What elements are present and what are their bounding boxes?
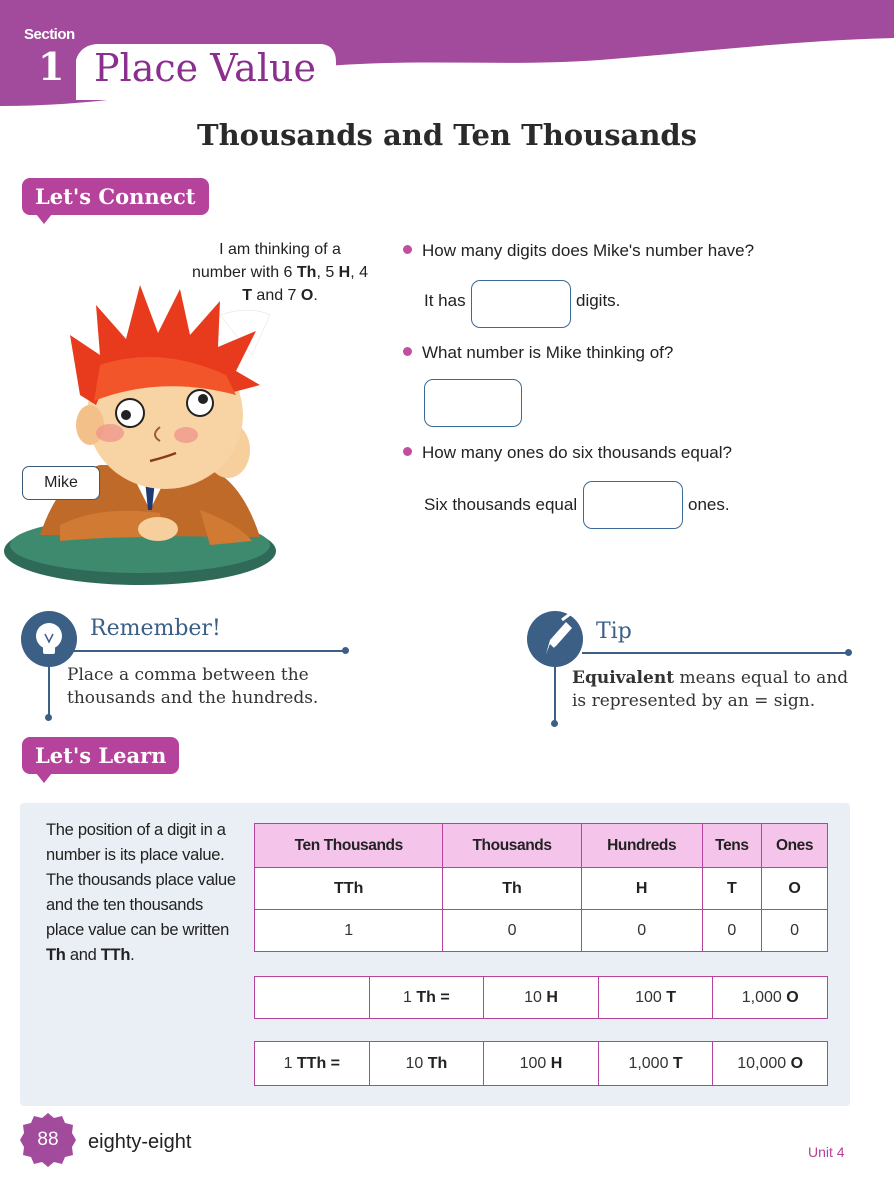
remember-rule bbox=[58, 650, 346, 652]
question-2: What number is Mike thinking of? bbox=[403, 343, 673, 363]
abbr-o: O bbox=[762, 868, 828, 910]
abbr-tth: TTh bbox=[255, 868, 443, 910]
table-row bbox=[255, 1042, 828, 1086]
eq-cell: 1,000 O bbox=[713, 977, 828, 1019]
answer-box-number[interactable] bbox=[424, 379, 522, 427]
question-3: How many ones do six thousands equal? bbox=[403, 443, 732, 463]
mike-illustration bbox=[0, 275, 300, 595]
abbr-h: H bbox=[581, 868, 702, 910]
lets-learn-tag: Let's Learn bbox=[22, 737, 179, 774]
lets-connect-tag: Let's Connect bbox=[22, 178, 209, 215]
answer-3-after: ones. bbox=[688, 495, 730, 514]
learn-explanation: The position of a digit in a number is its place value. The thousands place value and the ten thousands place value can be written Th and TTh. bbox=[46, 821, 236, 964]
tip-vrule bbox=[554, 664, 556, 722]
tip-title: Tip bbox=[596, 619, 632, 644]
header-tens: Tens bbox=[702, 824, 761, 868]
digit-cell: 1 bbox=[255, 910, 443, 952]
pencil-icon bbox=[526, 610, 584, 668]
speech-bubble: I am thinking of a number with 6 Th, 5 H, 4 T and 7 O. bbox=[191, 241, 369, 304]
answer-1-before: It has bbox=[424, 291, 466, 310]
eq-cell: 1 Th = bbox=[369, 977, 484, 1019]
section-number: 1 bbox=[38, 44, 65, 89]
table-abbreviation-row bbox=[255, 868, 828, 910]
digit-cell: 0 bbox=[762, 910, 828, 952]
eq-cell: 100 T bbox=[598, 977, 713, 1019]
eq-cell: 1 TTh = bbox=[255, 1042, 370, 1086]
eq-cell: 10,000 O bbox=[713, 1042, 828, 1086]
header-thousands: Thousands bbox=[443, 824, 581, 868]
answer-3-before: Six thousands equal bbox=[424, 495, 578, 514]
page-title: Thousands and Ten Thousands bbox=[196, 118, 698, 152]
bullet-dot bbox=[403, 245, 412, 254]
remember-vrule-end bbox=[45, 714, 52, 721]
eq-cell bbox=[255, 977, 370, 1019]
section-title: Place Value bbox=[94, 46, 316, 90]
bullet-dot bbox=[403, 447, 412, 456]
equivalence-table-ten-thousand bbox=[254, 1041, 828, 1086]
unit-label: Unit 4 bbox=[808, 1144, 845, 1160]
digit-cell: 0 bbox=[581, 910, 702, 952]
remember-rule-end bbox=[342, 647, 349, 654]
header-ones: Ones bbox=[762, 824, 828, 868]
answer-box-digits[interactable] bbox=[471, 280, 571, 328]
section-label: Section bbox=[24, 26, 75, 43]
eq-cell: 100 H bbox=[484, 1042, 599, 1086]
page-number-words: eighty-eight bbox=[88, 1131, 192, 1153]
abbr-t: T bbox=[702, 868, 761, 910]
page-number: 88 bbox=[37, 1129, 59, 1150]
digit-cell: 0 bbox=[443, 910, 581, 952]
tip-vrule-end bbox=[551, 720, 558, 727]
tip-rule-end bbox=[845, 649, 852, 656]
tip-rule bbox=[582, 652, 848, 654]
abbr-th: Th bbox=[443, 868, 581, 910]
header-hundreds: Hundreds bbox=[581, 824, 702, 868]
answer-box-ones[interactable] bbox=[583, 481, 683, 529]
table-digit-row bbox=[255, 910, 828, 952]
eq-cell: 1,000 T bbox=[598, 1042, 713, 1086]
table-row bbox=[255, 977, 828, 1019]
remember-vrule bbox=[48, 660, 50, 716]
digit-cell: 0 bbox=[702, 910, 761, 952]
character-name-label: Mike bbox=[22, 466, 100, 500]
table-header-row bbox=[255, 824, 828, 868]
remember-text: Place a comma between the thousands and the hundreds. bbox=[67, 665, 319, 708]
eq-cell: 10 H bbox=[484, 977, 599, 1019]
bullet-dot bbox=[403, 347, 412, 356]
question-1: How many digits does Mike's number have? bbox=[403, 241, 754, 261]
tip-text: Equivalent means equal to and is represented by an = sign. bbox=[572, 668, 849, 711]
place-value-table bbox=[254, 823, 828, 952]
remember-title: Remember! bbox=[90, 616, 221, 641]
answer-1-after: digits. bbox=[576, 291, 621, 310]
equivalence-table-thousand bbox=[254, 976, 828, 1019]
header-ten-thousands: Ten Thousands bbox=[255, 824, 443, 868]
eq-cell: 10 Th bbox=[369, 1042, 484, 1086]
